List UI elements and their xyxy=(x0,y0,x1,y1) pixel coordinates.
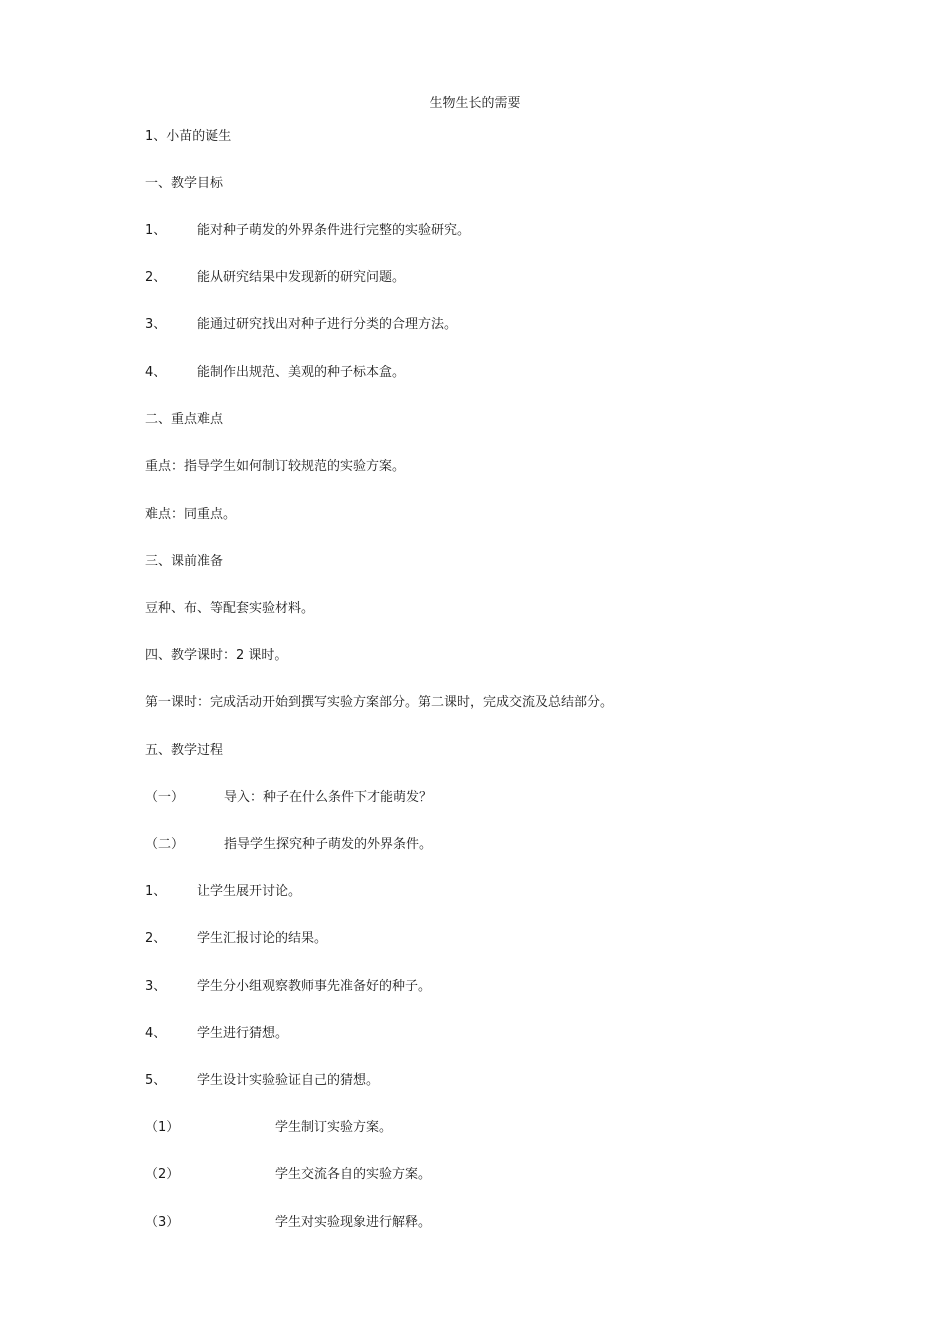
step-text: 让学生展开讨论。 xyxy=(197,884,302,899)
step-number: 5、 xyxy=(145,1073,167,1088)
step-text: 学生设计实验验证自己的猜想。 xyxy=(197,1073,380,1088)
step-number: 2、 xyxy=(145,931,167,946)
process-part-text: 导入：种子在什么条件下才能萌发？ xyxy=(224,790,433,805)
process-part-number: （一） xyxy=(145,790,185,805)
step-item xyxy=(145,931,327,947)
keypoint-text: 重点：指导学生如何制订较规范的实验方案。 xyxy=(145,459,406,474)
substep-number: （3） xyxy=(145,1215,180,1230)
prep-text: 豆种、布、等配套实验材料。 xyxy=(145,601,315,616)
substep-item xyxy=(145,1167,431,1183)
goal-item xyxy=(145,317,457,333)
goal-text: 能通过研究找出对种子进行分类的合理方法。 xyxy=(197,317,458,332)
step-text: 学生汇报讨论的结果。 xyxy=(197,931,328,946)
hours-heading: 四、教学课时：2 课时。 xyxy=(145,648,288,663)
section-heading: 1、小苗的诞生 xyxy=(145,129,232,144)
goal-number: 4、 xyxy=(145,365,167,380)
step-item xyxy=(145,979,431,995)
goal-item xyxy=(145,270,405,286)
goal-text: 能制作出规范、美观的种子标本盒。 xyxy=(197,365,406,380)
goal-number: 3、 xyxy=(145,317,167,332)
process-part xyxy=(145,837,432,853)
step-number: 3、 xyxy=(145,979,167,994)
substep-item xyxy=(145,1215,431,1231)
difficulty-text: 难点：同重点。 xyxy=(145,507,237,522)
goals-heading: 一、教学目标 xyxy=(145,176,224,191)
process-part-number: （二） xyxy=(145,837,185,852)
step-text: 学生分小组观察教师事先准备好的种子。 xyxy=(197,979,432,994)
substep-text: 学生制订实验方案。 xyxy=(275,1120,393,1135)
keypoints-heading: 二、重点难点 xyxy=(145,412,224,427)
goal-item xyxy=(145,223,470,239)
process-part xyxy=(145,790,432,806)
hours-detail: 第一课时：完成活动开始到撰写实验方案部分。第二课时，完成交流及总结部分。 xyxy=(145,695,614,710)
document-title: 生物生长的需要 xyxy=(429,96,521,111)
step-item xyxy=(145,1073,379,1089)
step-number: 1、 xyxy=(145,884,167,899)
step-item xyxy=(145,884,301,900)
prep-heading: 三、课前准备 xyxy=(145,554,224,569)
step-item xyxy=(145,1026,288,1042)
step-text: 学生进行猜想。 xyxy=(197,1026,289,1041)
substep-text: 学生交流各自的实验方案。 xyxy=(275,1167,432,1182)
goal-text: 能从研究结果中发现新的研究问题。 xyxy=(197,270,406,285)
goal-item xyxy=(145,365,405,381)
substep-item xyxy=(145,1120,392,1136)
process-heading: 五、教学过程 xyxy=(145,743,224,758)
substep-number: （2） xyxy=(145,1167,180,1182)
process-part-text: 指导学生探究种子萌发的外界条件。 xyxy=(224,837,433,852)
step-number: 4、 xyxy=(145,1026,167,1041)
goal-text: 能对种子萌发的外界条件进行完整的实验研究。 xyxy=(197,223,471,238)
goal-number: 2、 xyxy=(145,270,167,285)
substep-text: 学生对实验现象进行解释。 xyxy=(275,1215,432,1230)
substep-number: （1） xyxy=(145,1120,180,1135)
goal-number: 1、 xyxy=(145,223,167,238)
